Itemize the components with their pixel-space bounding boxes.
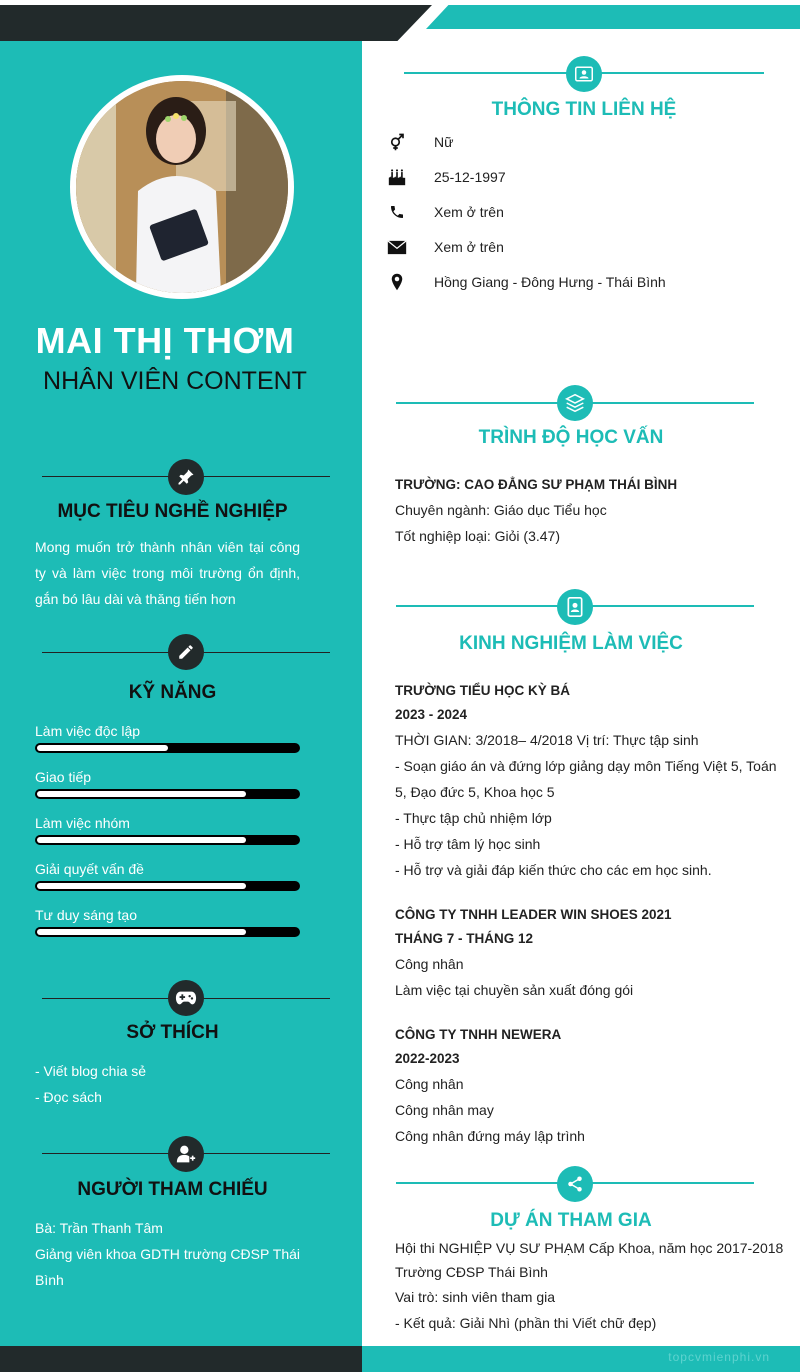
layers-icon	[557, 385, 593, 421]
skill-bar	[35, 881, 300, 891]
skill-bar	[35, 743, 300, 753]
skill-label: Giải quyết vấn đề	[35, 861, 144, 877]
job-period: 2023 - 2024	[395, 707, 468, 722]
contact-row-email	[385, 236, 504, 258]
skill-bar-fill	[37, 745, 168, 751]
job-line: - Soạn giáo án và đứng lớp giảng dạy môn Tiếng Việt 5, Toán 5, Đạo đức 5, Khoa học 5	[395, 758, 777, 800]
contact-row-birthday	[385, 166, 506, 188]
birthday-cake-icon	[385, 167, 409, 187]
phone-icon	[385, 202, 409, 222]
email-icon	[385, 237, 409, 257]
objective-text: Mong muốn trở thành nhân viên tại công ty và làm việc trong môi trường ổn định, gắn bó lâu dài và thăng tiến hơn	[35, 539, 300, 607]
avatar	[70, 75, 294, 299]
contact-row-gender	[385, 131, 454, 153]
bottom-dark-band	[0, 1346, 362, 1372]
job-period: THÁNG 7 - THÁNG 12	[395, 931, 534, 946]
skill-label: Giao tiếp	[35, 769, 92, 785]
reference-detail: Giảng viên khoa GDTH trường CĐSP Thái Bình	[35, 1246, 300, 1288]
hobby-item: - Viết blog chia sẻ	[35, 1063, 147, 1079]
job-line: Công nhân	[395, 1076, 464, 1092]
objective-title: MỤC TIÊU NGHỀ NGHIỆP	[57, 501, 288, 522]
skill-bar-fill	[37, 837, 246, 843]
candidate-role: NHÂN VIÊN CONTENT	[43, 367, 307, 395]
contact-row-phone	[385, 201, 504, 223]
watermark: topcvmienphi.vn	[668, 1350, 770, 1364]
pencil-icon	[168, 634, 204, 670]
skill-bar-fill	[37, 791, 246, 797]
skill-label: Tư duy sáng tạo	[35, 907, 137, 923]
project-line: - Kết quả: Giải Nhì (phần thi Viết chữ đẹp)	[395, 1315, 657, 1331]
job-company: CÔNG TY TNHH NEWERA	[395, 1027, 562, 1042]
gender-icon	[385, 132, 409, 152]
education-major: Chuyên ngành: Giáo dục Tiểu học	[395, 502, 607, 518]
skill-bar	[35, 927, 300, 937]
profile-photo	[76, 81, 288, 293]
project-line: Hội thi NGHIỆP VỤ SƯ PHẠM Cấp Khoa, năm học 2017-2018	[395, 1240, 784, 1256]
id-badge-icon	[557, 589, 593, 625]
contact-birthday-text: 25-12-1997	[434, 169, 506, 185]
job-line: Công nhân may	[395, 1102, 494, 1118]
add-user-icon	[168, 1136, 204, 1172]
top-dark-band	[0, 5, 432, 41]
share-icon	[557, 1166, 593, 1202]
job-company: TRƯỜNG TIỂU HỌC KỲ BÁ	[395, 683, 570, 698]
job-line: Làm việc tại chuyền sản xuất đóng gói	[395, 982, 634, 998]
job-line: Công nhân	[395, 956, 464, 972]
gamepad-icon	[168, 980, 204, 1016]
contact-row-address	[385, 271, 666, 293]
skill-label: Làm việc độc lập	[35, 723, 141, 739]
skill-bar	[35, 789, 300, 799]
references-title: NGƯỜI THAM CHIẾU	[77, 1179, 268, 1200]
job-line: THỜI GIAN: 3/2018– 4/2018 Vị trí: Thực tập sinh	[395, 732, 699, 748]
skill-bar-fill	[37, 883, 246, 889]
contact-phone-text: Xem ở trên	[434, 204, 504, 220]
job-company: CÔNG TY TNHH LEADER WIN SHOES 2021	[395, 907, 672, 922]
location-pin-icon	[385, 272, 409, 292]
job-line: - Hỗ trợ tâm lý học sinh	[395, 836, 541, 852]
contact-address-text: Hồng Giang - Đông Hưng - Thái Bình	[434, 274, 666, 290]
candidate-name: MAI THỊ THƠM	[35, 320, 295, 361]
projects-title: DỰ ÁN THAM GIA	[490, 1210, 652, 1231]
reference-name: Bà: Trần Thanh Tâm	[35, 1220, 163, 1236]
education-title: TRÌNH ĐỘ HỌC VẤN	[478, 427, 664, 448]
project-line: Trường CĐSP Thái Bình	[395, 1264, 548, 1280]
job-line: - Thực tập chủ nhiệm lớp	[395, 810, 552, 826]
contact-email-text: Xem ở trên	[434, 239, 504, 255]
education-school: TRƯỜNG: CAO ĐẲNG SƯ PHẠM THÁI BÌNH	[395, 477, 678, 492]
job-line: - Hỗ trợ và giải đáp kiến thức cho các em học sinh.	[395, 862, 712, 878]
hobby-item: - Đọc sách	[35, 1089, 102, 1105]
job-line: Công nhân đứng máy lập trình	[395, 1128, 585, 1144]
skill-bar-fill	[37, 929, 246, 935]
contact-card-icon	[566, 56, 602, 92]
contact-title: THÔNG TIN LIÊN HỆ	[491, 99, 677, 120]
education-grade: Tốt nghiệp loại: Giỏi (3.47)	[395, 528, 560, 544]
profile-photo-illustration	[76, 81, 288, 293]
contact-gender-text: Nữ	[434, 134, 454, 150]
pushpin-icon	[168, 459, 204, 495]
hobbies-title: SỞ THÍCH	[126, 1022, 219, 1043]
skill-label: Làm việc nhóm	[35, 815, 130, 831]
project-line: Vai trò: sinh viên tham gia	[395, 1289, 556, 1305]
skill-bar	[35, 835, 300, 845]
experience-title: KINH NGHIỆM LÀM VIỆC	[459, 633, 683, 654]
skills-title: KỸ NĂNG	[128, 682, 217, 703]
top-teal-band	[426, 5, 800, 29]
job-period: 2022-2023	[395, 1051, 460, 1066]
